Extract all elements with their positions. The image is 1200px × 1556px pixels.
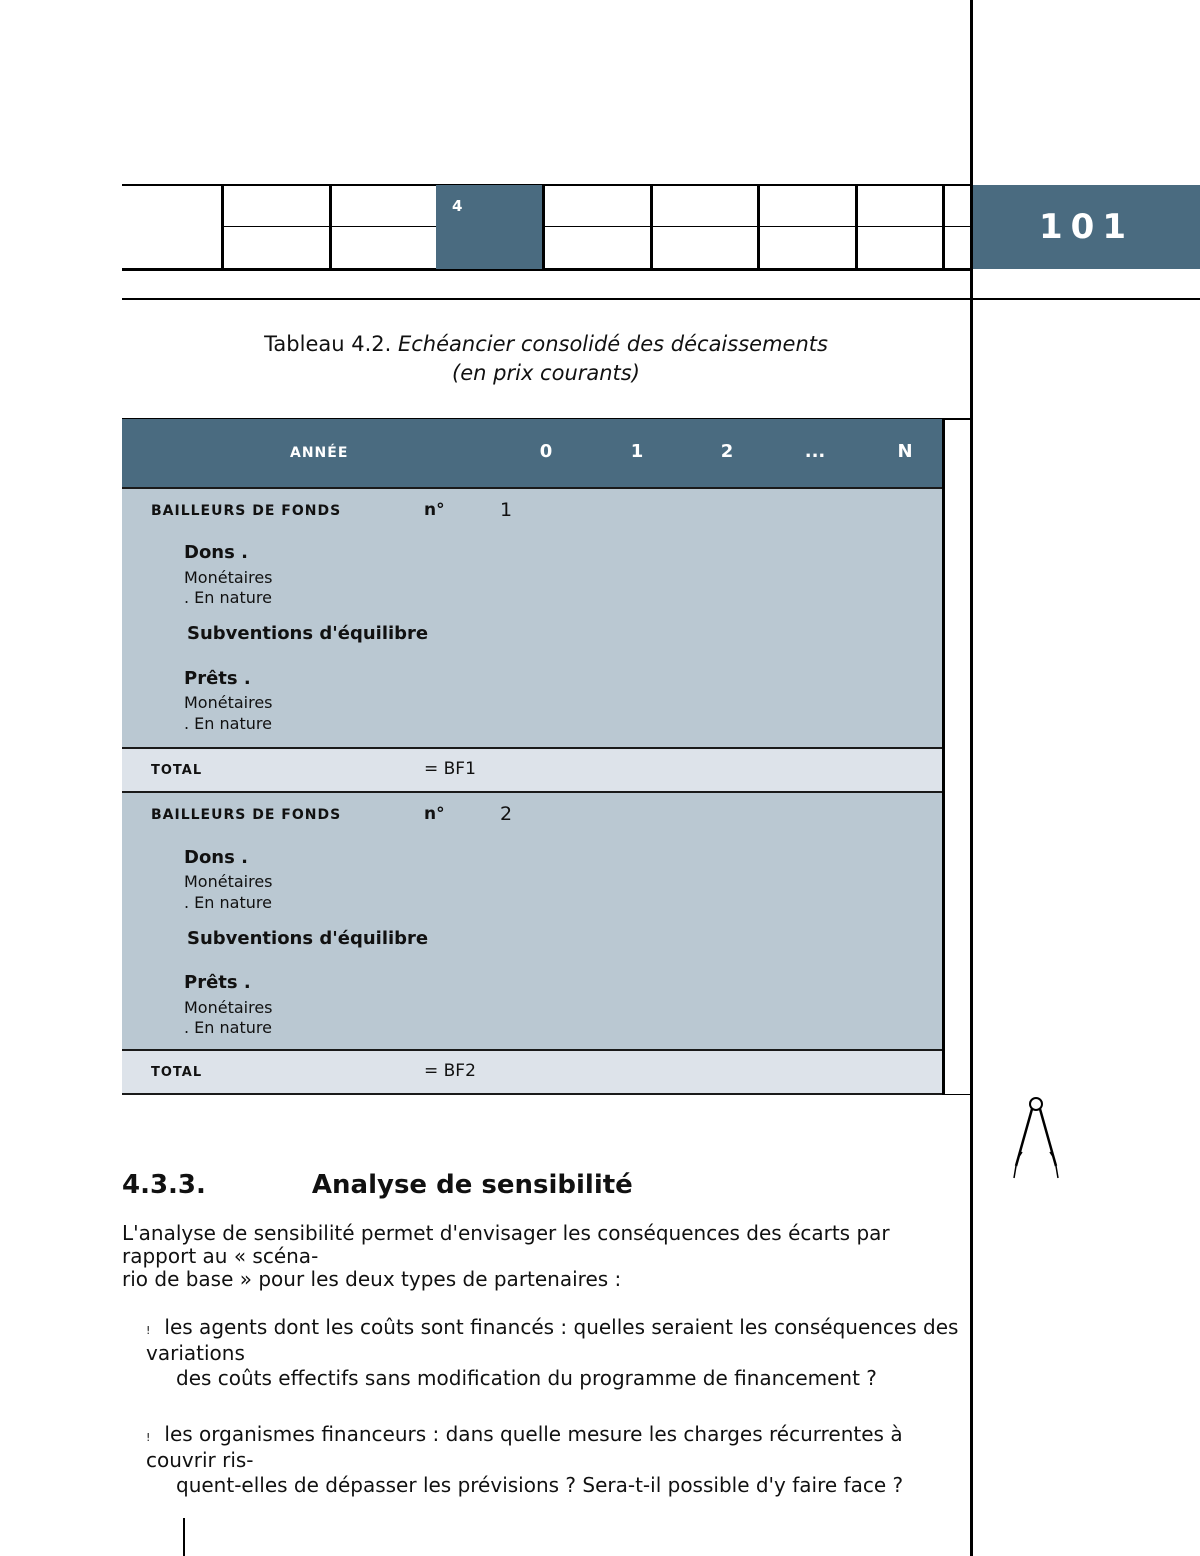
total-row <box>122 1049 944 1095</box>
caption-title: Echéancier consolidé des décaissements <box>397 332 828 356</box>
dons-label: Dons . <box>184 542 248 563</box>
compass-icon <box>1010 1094 1062 1184</box>
margin-rule <box>970 0 973 1556</box>
prets-en-nature: . En nature <box>184 1018 272 1037</box>
bullet-continuation: des coûts effectifs sans modification du programme de financement ? <box>176 1366 877 1390</box>
intro-paragraph <box>122 1222 967 1291</box>
dons-en-nature: . En nature <box>184 588 272 607</box>
bullet-mark: ! <box>146 1431 151 1444</box>
prets-label: Prêts . <box>184 668 251 689</box>
column-header: N <box>897 441 913 462</box>
funder-section <box>122 791 944 1049</box>
section-title: BAILLEURS DE FONDS <box>151 503 342 519</box>
funder-section <box>122 487 944 747</box>
bullet-item <box>146 1316 966 1365</box>
disbursement-table <box>122 419 944 1095</box>
prets-en-nature: . En nature <box>184 714 272 733</box>
dons-label: Dons . <box>184 847 248 868</box>
prets-monetaires: Monétaires <box>184 693 273 712</box>
page-number: 101 <box>1039 207 1134 247</box>
table-caption <box>122 330 970 388</box>
page-number-box <box>973 185 1200 269</box>
year-header: ANNÉE <box>290 445 349 461</box>
text-cursor <box>183 1518 185 1556</box>
section-heading <box>122 1170 633 1200</box>
section-no-label: n° <box>424 804 445 824</box>
dons-monetaires: Monétaires <box>184 568 273 587</box>
total-value: = BF2 <box>424 1061 476 1081</box>
section-number: 2 <box>500 803 513 825</box>
prets-monetaires: Monétaires <box>184 998 273 1017</box>
column-header: 0 <box>539 441 553 462</box>
section-no-label: n° <box>424 500 445 520</box>
section-heading-title: Analyse de sensibilité <box>311 1170 633 1200</box>
section-number: 1 <box>500 499 513 521</box>
dons-monetaires: Monétaires <box>184 872 273 891</box>
total-label: TOTAL <box>151 763 203 778</box>
total-value: = BF1 <box>424 759 476 779</box>
subventions-label: Subventions d'équilibre <box>187 623 429 644</box>
column-header: 2 <box>720 441 734 462</box>
column-header: 1 <box>630 441 644 462</box>
bullet-mark: ! <box>146 1324 151 1337</box>
header-divider <box>122 298 1200 300</box>
section-heading-number: 4.3.3. <box>122 1170 206 1200</box>
intro-line: L'analyse de sensibilité permet d'envisager les conséquences des écarts par rapport au « scéna- <box>122 1221 890 1268</box>
bullet-item <box>146 1423 966 1472</box>
total-label: TOTAL <box>151 1065 203 1080</box>
column-header: ... <box>804 441 826 462</box>
bullet-text: les agents dont les coûts sont financés : quelles seraient les conséquences des variations <box>146 1315 959 1365</box>
caption-subtitle: (en prix courants) <box>452 361 640 385</box>
prets-label: Prêts . <box>184 972 251 993</box>
section-title: BAILLEURS DE FONDS <box>151 807 342 823</box>
total-row <box>122 747 944 791</box>
caption-prefix: Tableau 4.2. <box>264 332 392 356</box>
bullet-text: les organismes financeurs : dans quelle mesure les charges récurrentes à couvrir ris- <box>146 1422 903 1472</box>
intro-line: rio de base » pour les deux types de partenaires : <box>122 1267 622 1291</box>
chapter-number: 4 <box>452 197 463 215</box>
dons-en-nature: . En nature <box>184 893 272 912</box>
table-header-row <box>122 419 944 487</box>
subventions-label: Subventions d'équilibre <box>187 928 429 949</box>
bullet-continuation: quent-elles de dépasser les prévisions ? Sera-t-il possible d'y faire face ? <box>176 1473 904 1497</box>
